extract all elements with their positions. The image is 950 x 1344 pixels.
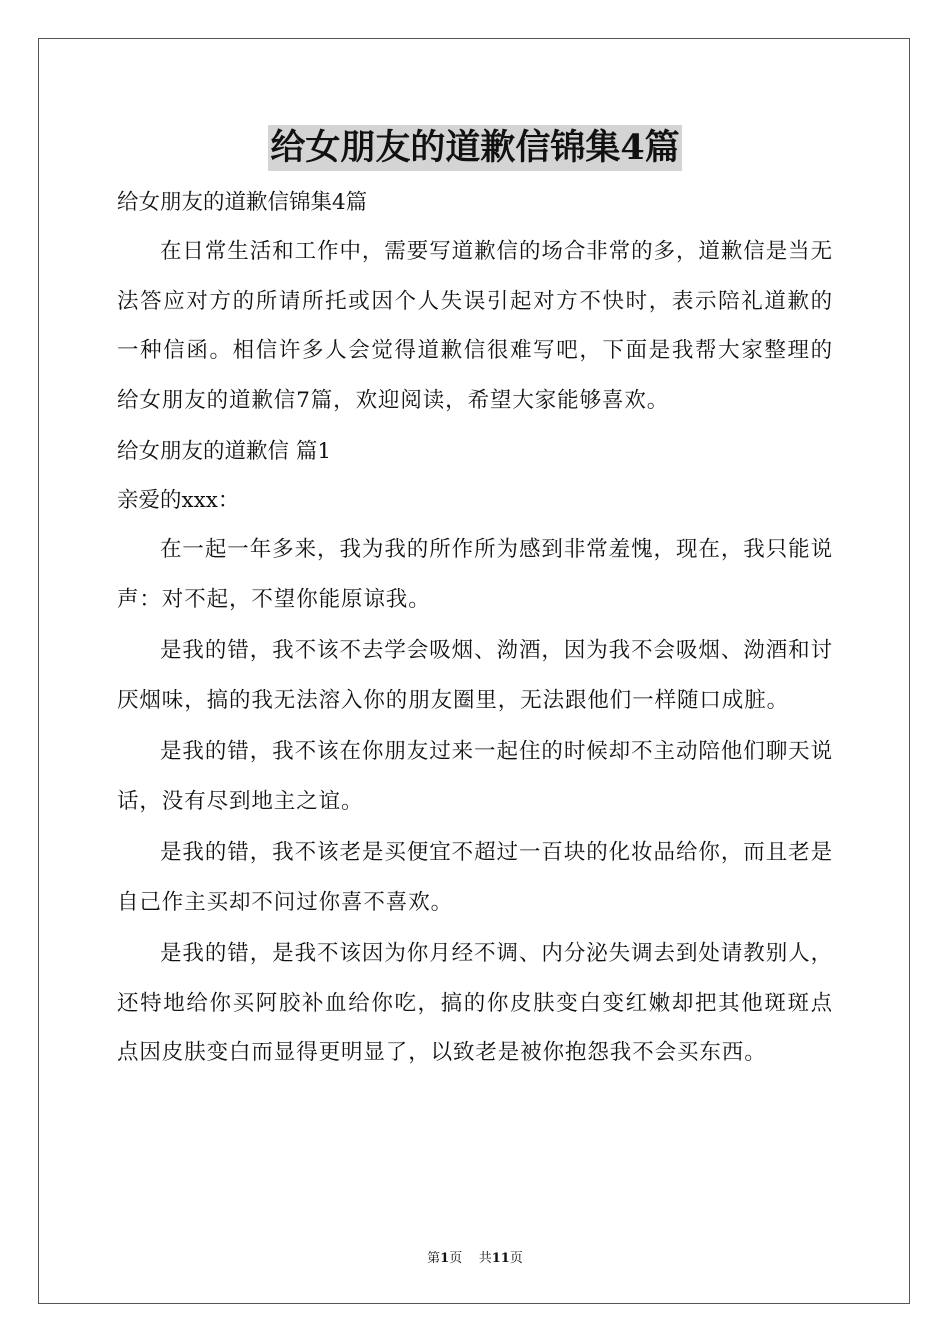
- salutation: 亲爱的xxx：: [117, 488, 240, 513]
- section-heading: 给女朋友的道歉信 篇1: [117, 439, 332, 464]
- footer-page-prefix: 第: [427, 1251, 441, 1266]
- title-container: [0, 125, 950, 171]
- footer-page-suffix: 页: [449, 1251, 463, 1266]
- page-footer: [0, 1247, 950, 1266]
- footer-total-suffix: 页: [509, 1251, 523, 1266]
- document-title: 给女朋友的道歉信锦集4篇: [268, 125, 681, 171]
- letter-paragraph: 是我的错，我不该不去学会吸烟、泑酒，因为我不会吸烟、泑酒和讨厌烟味，搞的我无法溶入你的朋友圈里，无法跟他们一样随口成脏。: [117, 638, 833, 713]
- letter-paragraph: 是我的错，是我不该因为你月经不调、内分泌失调去到处请教别人，还特地给你买阿胶补血给你吃，搞的你皮肤变白变红嫩却把其他斑斑点点因皮肤变白而显得更明显了，以致老是被你抱怨我不会买东西。: [117, 941, 833, 1065]
- footer-page-number: 1: [440, 1251, 450, 1266]
- letter-paragraph: 是我的错，我不该老是买便宜不超过一百块的化妆品给你，而且老是自己作主买却不问过你喜不喜欢。: [117, 840, 833, 915]
- letter-paragraph: 在一起一年多来，我为我的所作所为感到非常羞愧，现在，我只能说声：对不起，不望你能原谅我。: [117, 537, 833, 612]
- footer-total-pages: 11: [491, 1251, 510, 1266]
- document-body: [117, 178, 833, 1080]
- document-subtitle: 给女朋友的道歉信锦集4篇: [117, 190, 368, 215]
- letter-paragraph: 是我的错，我不该在你朋友过来一起住的时候却不主动陪他们聊天说话，没有尽到地主之谊。: [117, 739, 833, 814]
- footer-total-prefix: 共: [478, 1251, 492, 1266]
- intro-paragraph: 在日常生活和工作中，需要写道歉信的场合非常的多，道歉信是当无法答应对方的所请所托或因个人失误引起对方不快时，表示陪礼道歉的一种信函。相信许多人会觉得道歉信很难写吧，下面是我帮大家整理的给女朋友的道歉信7篇，欢迎阅读，希望大家能够喜欢。: [117, 239, 833, 413]
